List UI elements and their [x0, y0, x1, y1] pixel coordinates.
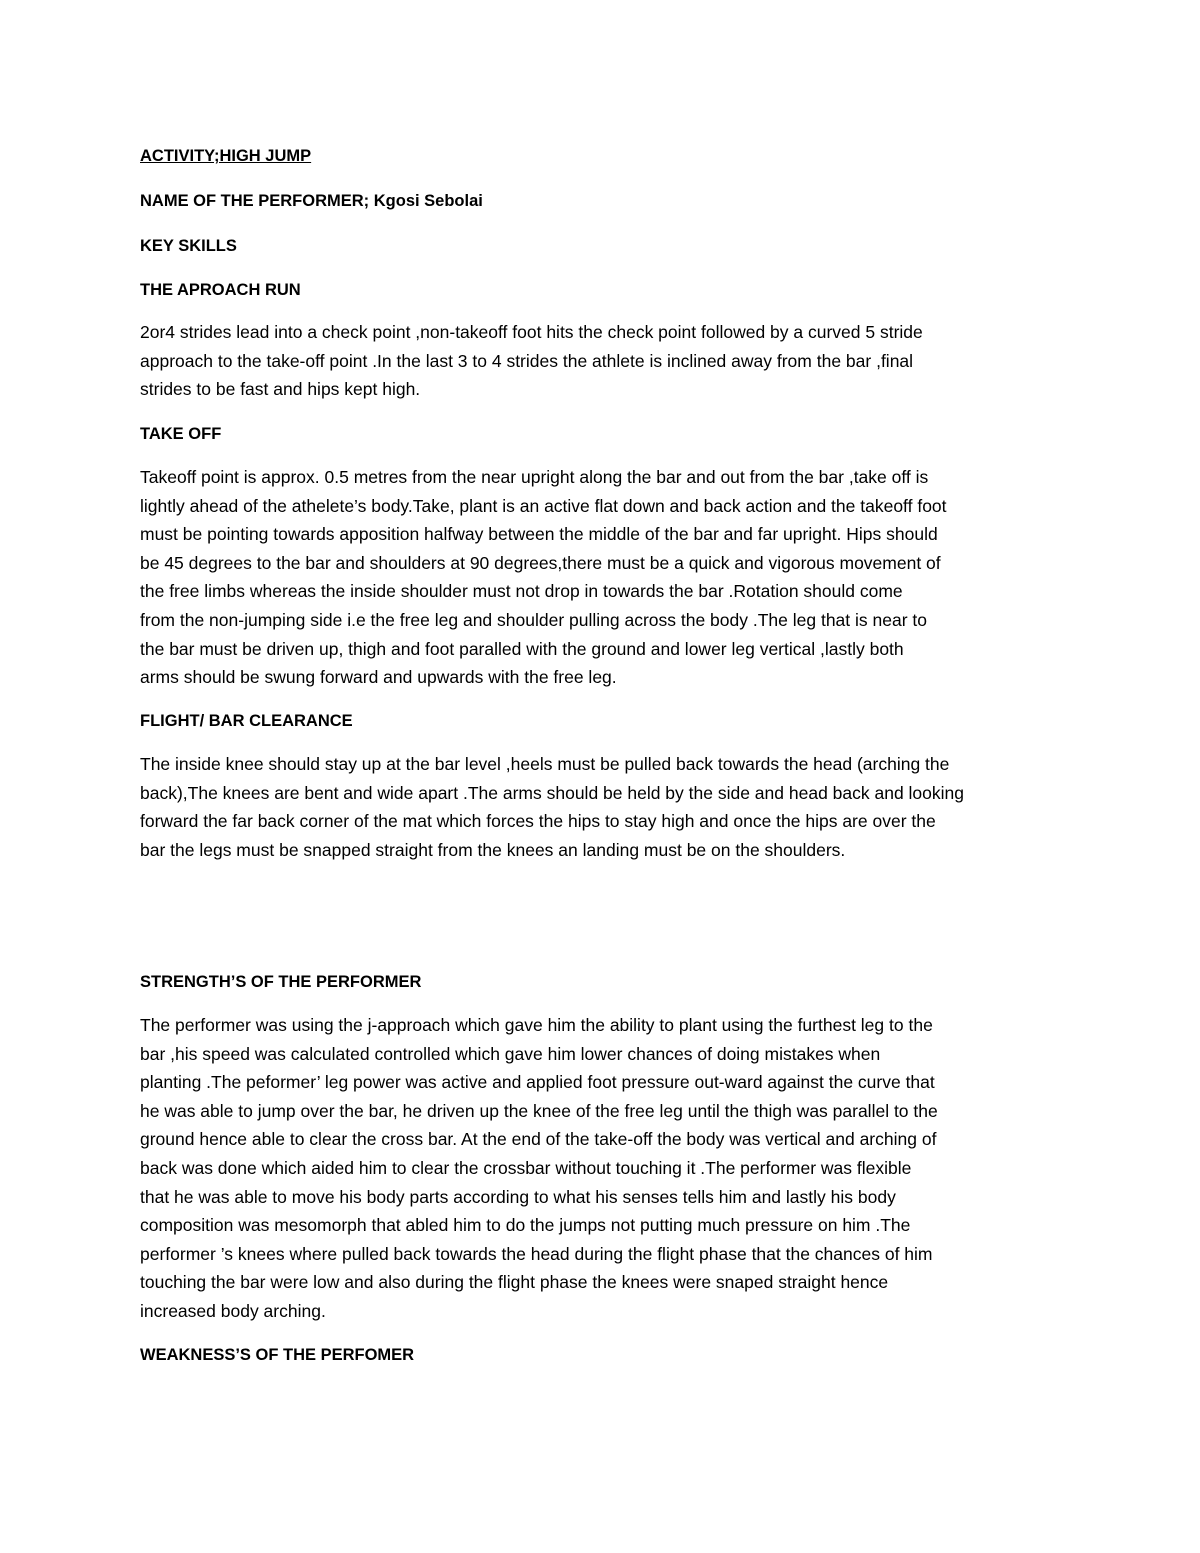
approach-paragraph [140, 318, 923, 404]
takeoff-paragraph [140, 463, 947, 692]
strengths-line: back was done which aided him to clear the crossbar without touching it .The performer was flexible [140, 1157, 912, 1178]
strengths-line: he was able to jump over the bar, he driven up the knee of the free leg until the thigh was parallel to the [140, 1100, 938, 1121]
takeoff-line: from the non-jumping side i.e the free leg and shoulder pulling across the body .The leg that is near to [140, 609, 927, 630]
takeoff-heading: TAKE OFF [140, 425, 222, 443]
takeoff-line: the bar must be driven up, thigh and foot paralled with the ground and lower leg vertical ,lastly both [140, 638, 904, 659]
approach-line: 2or4 strides lead into a check point ,non-takeoff foot hits the check point followed by a curved 5 stride [140, 322, 923, 342]
takeoff-line: the free limbs whereas the inside shoulder must not drop in towards the bar .Rotation should come [140, 581, 903, 602]
strengths-heading: STRENGTH’S OF THE PERFORMER [140, 973, 422, 991]
document-title: ACTIVITY;HIGH JUMP [140, 147, 312, 165]
strengths-line: composition was mesomorph that abled him to do the jumps not putting much pressure on him .The [140, 1215, 911, 1236]
strengths-line: performer ’s knees where pulled back towards the head during the flight phase that the chances of him [140, 1243, 933, 1264]
flight-heading: FLIGHT/ BAR CLEARANCE [140, 712, 353, 730]
flight-paragraph [140, 750, 964, 864]
strengths-line: increased body arching. [140, 1300, 326, 1321]
takeoff-line: Takeoff point is approx. 0.5 metres from the near upright along the bar and out from the bar ,take off is [140, 467, 929, 487]
approach-line: approach to the take-off point .In the last 3 to 4 strides the athlete is inclined away from the bar ,final [140, 350, 914, 371]
takeoff-line: be 45 degrees to the bar and shoulders at 90 degrees,there must be a quick and vigorous movement of [140, 552, 941, 573]
flight-line: The inside knee should stay up at the bar level ,heels must be pulled back towards the head (arching the [140, 754, 950, 774]
strengths-line: ground hence able to clear the cross bar. At the end of the take-off the body was vertical and arching of [140, 1129, 937, 1150]
takeoff-line: must be pointing towards apposition halfway between the middle of the bar and far upright. Hips should [140, 524, 938, 545]
performer-name: NAME OF THE PERFORMER; Kgosi Sebolai [140, 192, 483, 210]
approach-heading: THE APROACH RUN [140, 281, 301, 299]
takeoff-line: arms should be swung forward and upwards with the free leg. [140, 667, 617, 688]
flight-line: forward the far back corner of the mat which forces the hips to stay high and once the hips are over the [140, 811, 936, 832]
approach-line: strides to be fast and hips kept high. [140, 379, 421, 400]
strengths-paragraph [140, 1011, 938, 1326]
strengths-line: that he was able to move his body parts according to what his senses tells him and lastly his body [140, 1186, 896, 1207]
takeoff-line: lightly ahead of the athelete’s body.Take, plant is an active flat down and back action and the takeoff foot [140, 495, 947, 516]
strengths-line: touching the bar were low and also during the flight phase the knees were snaped straight hence [140, 1272, 889, 1293]
strengths-line: bar ,his speed was calculated controlled which gave him lower chances of doing mistakes when [140, 1043, 881, 1064]
weakness-heading: WEAKNESS’S OF THE PERFOMER [140, 1346, 415, 1364]
key-skills-heading: KEY SKILLS [140, 237, 237, 255]
strengths-line: The performer was using the j-approach which gave him the ability to plant using the furthest leg to the [140, 1015, 933, 1035]
strengths-line: planting .The peformer’ leg power was active and applied foot pressure out-ward against the curve that [140, 1072, 935, 1093]
flight-line: back),The knees are bent and wide apart .The arms should be held by the side and head back and looking [140, 782, 965, 803]
flight-line: bar the legs must be snapped straight from the knees an landing must be on the shoulders. [140, 839, 846, 860]
